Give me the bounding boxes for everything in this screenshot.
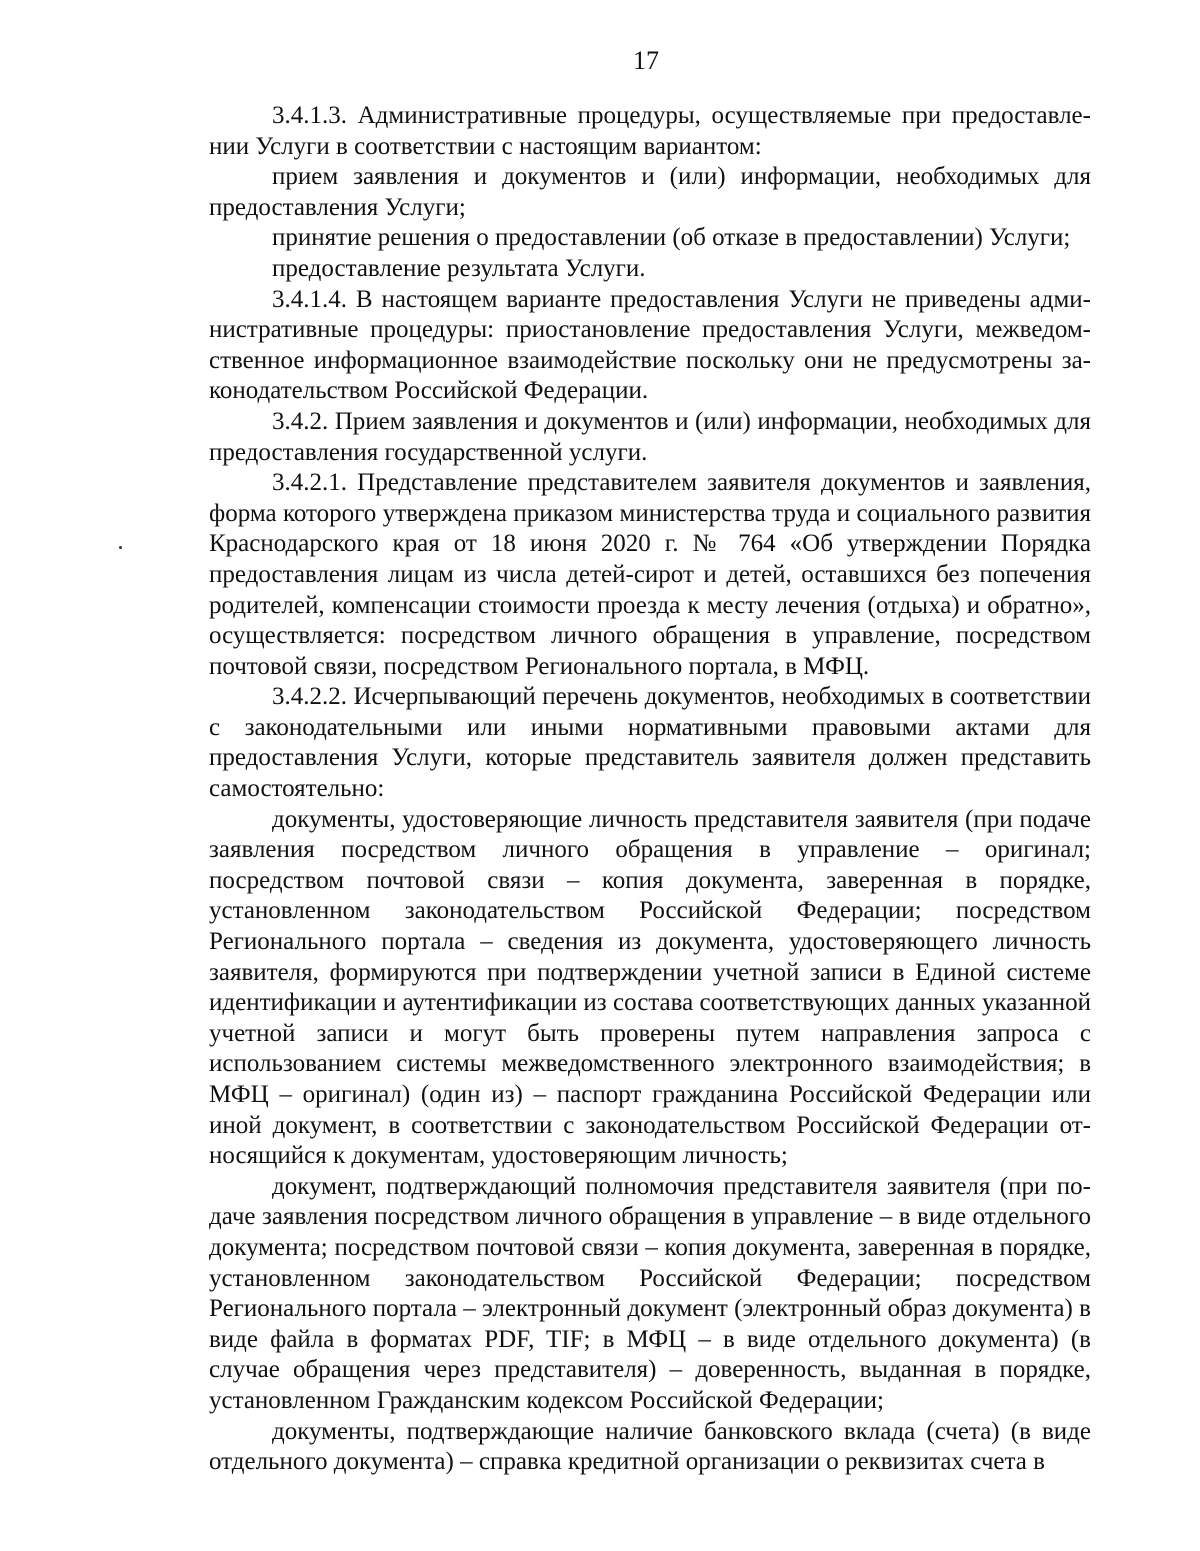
paragraph-3-4-2-1: 3.4.2.1. Представление представителем заявителя документов и заявления, форма которого утверждена приказом министерства труда и социального развития Краснодарского края от 18 июня 2020 г. № 764 «Об утверждении Порядка предоставления лицам из числа детей-сирот и детей, оставшихся без попечения родителей, компенсации стоимости проезда к месту лечения (отдыха) и обратно», осуществляется: посредством личного обращения в управление, посредством почтовой связи, посредством Регионального портала, в МФЦ. bbox=[209, 469, 1091, 680]
paragraph-list-item-acceptance: прием заявления и документов и (или) информации, необходимых для предоставления Услуги; bbox=[209, 163, 1091, 221]
page-number: 17 bbox=[633, 46, 659, 75]
paragraph-3-4-2: 3.4.2. Прием заявления и документов и (или) информации, необходимых для предоставления государственной услуги. bbox=[209, 407, 1091, 466]
paragraph-3-4-2-2: 3.4.2.2. Исчерпывающий перечень документов, необходимых в соответствии с законодательными или иными нормативными правовыми актами для предоставления Услуги, которые представитель заявителя должен представить самостоятельно: bbox=[209, 683, 1091, 803]
paragraph-list-item-result: предоставление результата Услуги. bbox=[272, 254, 646, 282]
paragraph-3-4-1-3: 3.4.1.3. Административные процедуры, осуществляемые при предоставлении Услуги в соответствии с настоящим вариантом: bbox=[209, 102, 1091, 160]
scan-speck bbox=[119, 546, 122, 549]
paragraph-list-item-decision: принятие решения о предоставлении (об отказе в предоставлении) Услуги; bbox=[272, 224, 1071, 252]
paragraph-3-4-1-4: 3.4.1.4. В настоящем варианте предоставления Услуги не приведены административные процедуры: приостановление предоставления Услуги, межведомственное информационное взаимодействие поскольку они не предусмотрены законодательством Российской Федерации. bbox=[209, 285, 1091, 405]
paragraph-bank-documents: документы, подтверждающие наличие банковского вклада (счета) (в виде отдельного документа) – справка кредитной организации о реквизитах счета в bbox=[209, 1417, 1091, 1476]
document-body bbox=[209, 101, 1091, 1478]
paragraph-identity-documents: документы, удостоверяющие личность представителя заявителя (при подаче заявления посредством личного обращения в управление – оригинал; посредством почтовой связи – копия документа, заверенная в порядке, установленном законодательством Российской Федерации; посредством Регионального портала – сведения из документа, удостоверяющего личность заявителя, формируются при подтверждении учетной записи в Единой системе идентификации и аутентификации из состава соответствующих данных указанной учетной записи и могут быть проверены путем направления запроса с использованием системы межведомственного электронного взаимодействия; в МФЦ – оригинал) (один из) – паспорт гражданина Российской Федерации или иной документ, в соответствии с законодательством Российской Федерации относящийся к документам, удостоверяющим личность; bbox=[209, 805, 1091, 1170]
paragraph-authority-document: документ, подтверждающий полномочия представителя заявителя (при подаче заявления посредством личного обращения в управление – в виде отдельного документа; посредством почтовой связи – копия документа, заверенная в порядке, установленном законодательством Российской Федерации; посредством Регионального портала – электронный документ (электронный образ документа) в виде файла в форматах PDF, TIF; в МФЦ – в виде отдельного документа) (в случае обращения через представителя) – доверенность, выданная в порядке, установленном Гражданским кодексом Российской Федерации; bbox=[209, 1172, 1091, 1414]
